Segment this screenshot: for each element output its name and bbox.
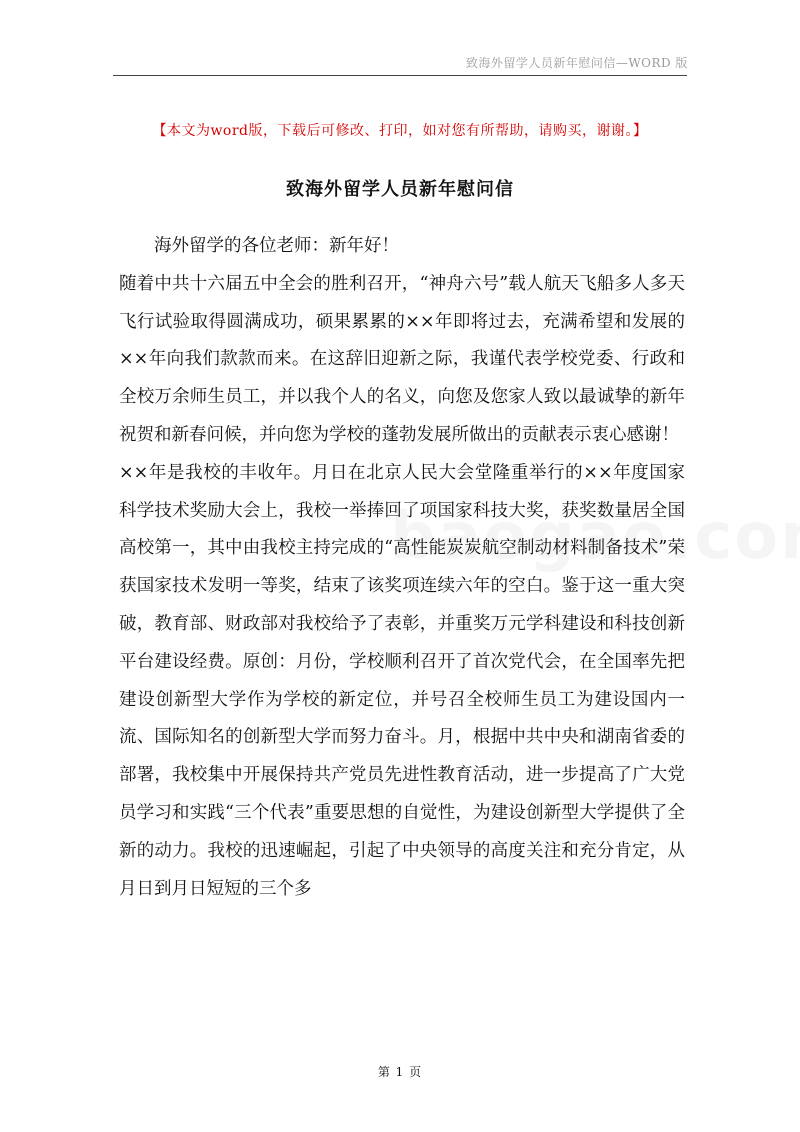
letter-body — [119, 228, 685, 908]
body-paragraph-1: 随着中共十六届五中全会的胜利召开，“神舟六号”载人航天飞船多人多天飞行试验取得圆满成功，硕果累累的××年即将过去，充满希望和发展的××年向我们款款而来。在这辞旧迎新之际，我谨代表学校党委、行政和全校万余师生员工，并以我个人的名义，向您及您家人致以最诚挚的新年祝贺和新春问候，并向您为学校的蓬勃发展所做出的贡献表示衷心感谢！ — [119, 273, 685, 445]
header-divider — [113, 75, 687, 76]
body-paragraph-2: ××年是我校的丰收年。月日在北京人民大会堂隆重举行的××年度国家科学技术奖励大会上，我校一举捧回了项国家科技大奖，获奖数量居全国高校第一，其中由我校主持完成的“高性能炭炭航空制动材料制备技术”荣获国家技术发明一等奖，结束了该奖项连续六年的空白。鉴于这一重大突破，教育部、财政部对我校给予了表彰，并重奖万元学科建设和科技创新平台建设经费。原创：月份，学校顺利召开了首次党代会，在全国率先把建设创新型大学作为学校的新定位，并号召全校师生员工为建设国内一流、国际知名的创新型大学而努力奋斗。月，根据中共中央和湖南省委的部署，我校集中开展保持共产党员先进性教育活动，进一步提高了广大党员学习和实践“三个代表”重要思想的自觉性，为建设创新型大学提供了全新的动力。我校的迅速崛起，引起了中央领导的高度关注和充分肯定，从月日到月日短短的三个多 — [119, 462, 685, 899]
running-header: 致海外留学人员新年慰问信—WORD 版 — [465, 56, 688, 70]
purchase-notice: 【本文为word版，下载后可修改、打印，如对您有所帮助，请购买，谢谢。】 — [152, 123, 648, 139]
page-number: 第 1 页 — [377, 1065, 423, 1079]
document-title: 致海外留学人员新年慰问信 — [286, 179, 514, 200]
greeting-paragraph: 海外留学的各位老师：新年好！ — [154, 236, 399, 256]
